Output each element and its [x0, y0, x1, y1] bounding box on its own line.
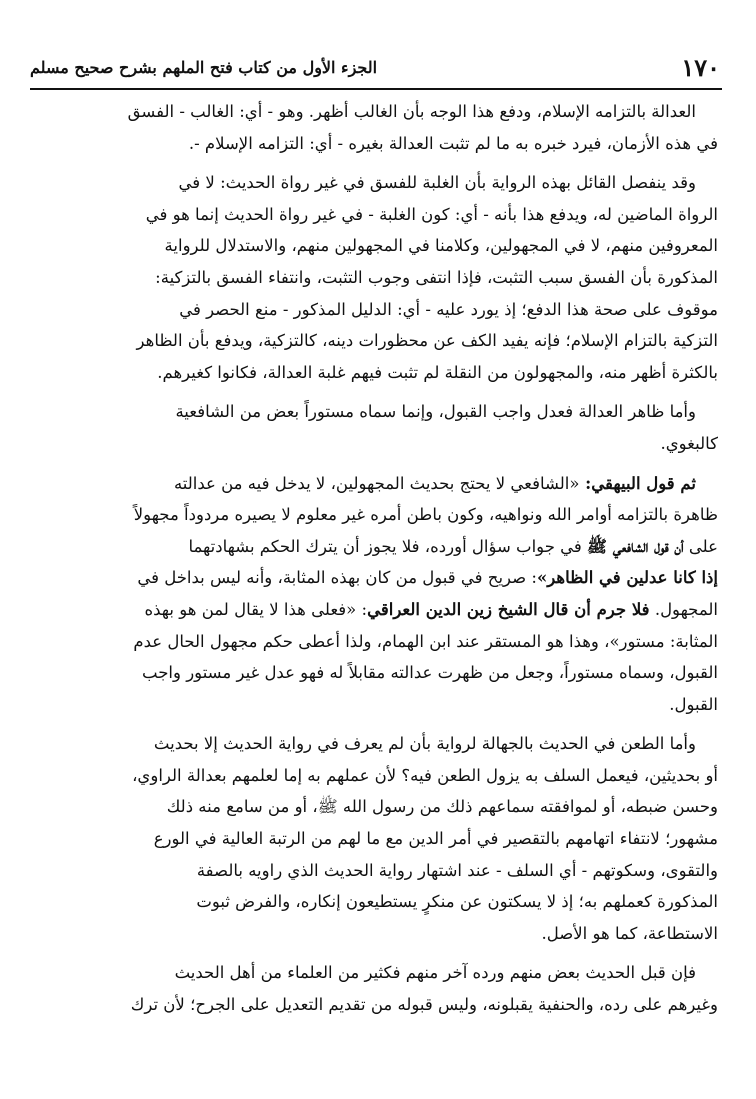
text-segment: المذكورة بأن الفسق سبب التثبت، فإذا انتفى وجوب التثبت، وانتفاء الفسق بالتزكية: [155, 267, 718, 287]
text-line [38, 989, 718, 1021]
text-line [38, 230, 718, 262]
text-line [38, 531, 718, 563]
text-line [38, 199, 718, 231]
text-line [38, 294, 718, 326]
text-segment: أو بحديثين، فيعمل السلف به يزول الطعن فيه؟ لأن عملهم به إما لعلمهم بعدالة الراوي، [132, 765, 718, 785]
page-number: ١٧٠ [681, 53, 720, 82]
text-segment: المذكورة كعملهم به؛ إذ لا يسكتون عن منكرٍ يستطيعون إنكاره، والفرض ثبوت [196, 892, 718, 912]
text-line [38, 689, 718, 721]
text-segment: القبول. [669, 694, 718, 714]
text-segment: وأما ظاهر العدالة فعدل واجب القبول، وإنما سماه مستوراً بعض من الشافعية [175, 402, 696, 422]
text-segment: المعروفين منهم، لا في المجهولين، وكلامنا في المجهولين منهم، والاستدلال للرواية [164, 236, 718, 256]
text-segment: : صريح في قبول من كان بهذه المثابة، وأنه ليس بداخل في [137, 568, 537, 588]
text-line [38, 357, 718, 389]
text-segment: في جواب سؤال أورده، فلا يجوز أن يترك الحكم بشهادتهما [188, 536, 588, 556]
text-segment: الاستطاعة، كما هو الأصل. [541, 923, 718, 943]
text-line [38, 325, 718, 357]
paragraph [38, 96, 718, 159]
text-segment: وقد ينفصل القائل بهذه الرواية بأن الغلبة للفسق في غير رواة الحديث: لا في [178, 173, 696, 193]
text-line [38, 791, 718, 823]
text-segment: وحسن ضبطه، أو لموافقته سماعهم ذلك من رسول الله ﷺ، أو من سامع منه ذلك [166, 797, 718, 817]
text-segment: في هذه الأزمان، فيرد خبره به ما لم تثبت العدالة بغيره - أي: التزامه الإسلام -. [188, 133, 718, 153]
text-segment: فإن قبل الحديث بعض منهم ورده آخر منهم فكثير من العلماء من أهل الحديث [174, 963, 696, 983]
text-segment: وأما الطعن في الحديث بالجهالة لرواية بأن لم يعرف في رواية الحديث إلا بحديث [153, 734, 696, 754]
paragraph [38, 167, 718, 388]
text-segment: «الشافعي لا يحتج بحديث المجهولين، لا يدخل فيه من عدالته [173, 473, 580, 493]
text-segment: المثابة: مستور»، وهذا هو المستقر عند ابن الهمام، ولذا أعطى حكم مجهول الحال عدم [133, 631, 718, 651]
text-line [38, 96, 718, 128]
text-segment: والتقوى، وسكوتهم - أي السلف - عند اشتهار رواية الحديث الذي راويه بالصفة [196, 860, 718, 880]
text-segment: التزكية بالتزام الإسلام؛ فإنه يفيد الكف عن محظورات دينه، كالتزكية، ويدفع بأن الظاهر [136, 331, 718, 351]
text-segment: كالبغوي. [660, 433, 718, 453]
text-line [38, 594, 718, 626]
bold-text-segment: ثم قول البيهقي: [579, 473, 696, 493]
text-line [38, 918, 718, 950]
paragraph [38, 396, 718, 459]
body-text [38, 96, 718, 1029]
text-segment: موقوف على صحة هذا الدفع؛ إذ يورد عليه - أي: الدليل المذكور - منع الحصر في [179, 299, 718, 319]
text-line [38, 468, 718, 500]
text-line [38, 657, 718, 689]
text-segment: مشهور؛ لانتفاء اتهامهم بالتقصير في أمر الدين مع ما لهم من الرتبة العالية في الورع [153, 829, 718, 849]
text-line [38, 262, 718, 294]
text-segment: بالكثرة أظهر منه، والمجهولون من النقلة لم تثبت فيهم غلبة العدالة، فكانوا كغيرهم. [157, 362, 718, 382]
text-segment: الرواة الماضين له، ويدفع هذا بأنه - أي: كون الغلبة - في غير رواة الحديث إنما هو في [145, 204, 718, 224]
text-line [38, 855, 718, 887]
text-line [38, 728, 718, 760]
running-title: الجزء الأول من كتاب فتح الملهم بشرح صحيح مسلم [30, 58, 378, 77]
text-segment: العدالة بالتزامه الإسلام، ودفع هذا الوجه بأن الغالب أظهر. وهو - أي: الغالب - الفسق [127, 102, 696, 121]
text-segment: القبول، وسماه مستوراً، وجعل من ظهرت عدالته مقابلاً له فهو عدل غير مستور واجب [142, 663, 718, 683]
text-segment: : «فعلى هذا لا يقال لمن هو بهذه [144, 599, 368, 619]
text-line [38, 886, 718, 918]
text-line [38, 396, 718, 428]
text-segment: المجهول. [649, 599, 718, 619]
text-segment: وغيرهم على رده، والحنفية يقبلونه، وليس قبوله من تقديم التعديل على الجرح؛ لأن ترك [130, 995, 718, 1015]
text-line [38, 128, 718, 160]
paragraph [38, 468, 718, 721]
text-line [38, 167, 718, 199]
paragraph [38, 957, 718, 1020]
paragraph [38, 728, 718, 949]
text-line [38, 499, 718, 531]
header-divider [30, 88, 722, 90]
bold-text-segment: فلا جرم أن قال الشيخ زين الدين العراقي [367, 599, 650, 619]
text-line [38, 823, 718, 855]
text-line [38, 562, 718, 594]
page-header [30, 52, 720, 86]
text-line [38, 428, 718, 460]
text-segment: ظاهرة بالتزامه أوامر الله ونواهيه، وكون باطن أمره غير معلوم لا يصيره مردوداً مجهولاً [133, 505, 718, 525]
bold-text-segment: إذا كانا عدلين في الظاهر» [536, 568, 718, 588]
text-line [38, 760, 718, 792]
bold-text-segment: أن قول الشافعي ﷺ [587, 536, 684, 556]
text-line [38, 957, 718, 989]
text-segment: على [683, 536, 718, 556]
text-line [38, 626, 718, 658]
